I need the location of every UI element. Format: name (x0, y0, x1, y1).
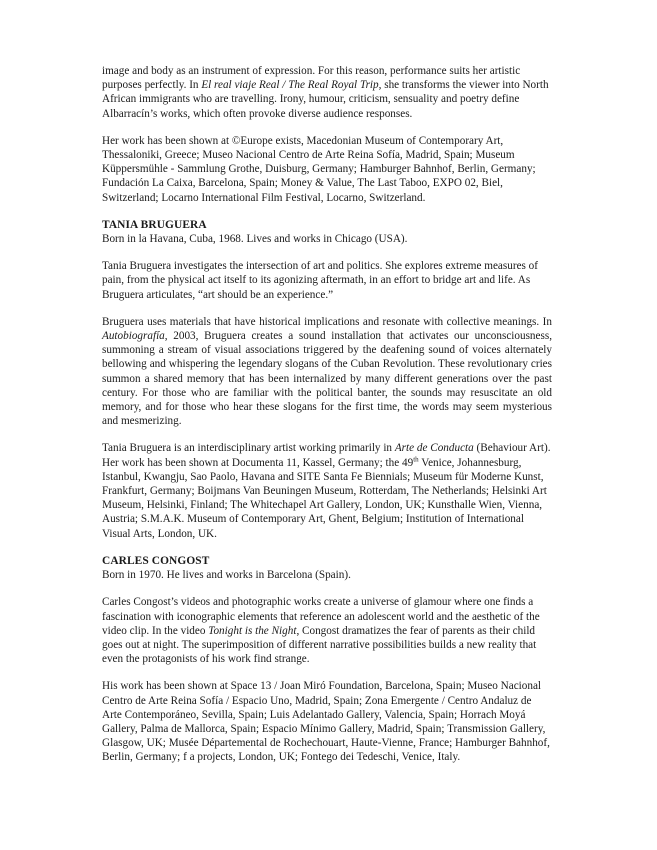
paragraph: His work has been shown at Space 13 / Joan Miró Foundation, Barcelona, Spain; Museo Nacional Centro de Arte Reina Sofía / Espacio Uno, Madrid, Spain; Zona Emergente / Centro Andaluz de Arte Contemporáneo, Sevilla, Spain; Luis Adelantado Gallery, Valencia, Spain; Horrach Moyá Gallery, Palma de Mallorca, Spain; Espacio Mínimo Gallery, Madrid, Spain; Transmission Gallery, Glasgow, UK; Musée Départemental de Rochechouart, Haute-Vienne, France; Hamburger Bahnhof, Berlin, Germany; f a projects, London, UK; Fontego dei Tedeschi, Venice, Italy. (102, 680, 550, 764)
section-heading: CARLES CONGOST (102, 554, 210, 567)
paragraph-intro-2: Her work has been shown at ©Europe exists, Macedonian Museum of Contemporary Art, Thessaloniki, Greece; Museo Nacional Centro de Arte Reina Sofía, Madrid, Spain; Museum Küppersmühle - Sammlung Grothe, Duisburg, Germany; Hamburger Bahnhof, Berlin, Germany; Fundación La Caixa, Barcelona, Spain; Money & Value, The Last Taboo, EXPO 02, Biel, Switzerland; Locarno International Film Festival, Locarno, Switzerland. (102, 134, 536, 204)
born-line: Born in la Havana, Cuba, 1968. Lives and works in Chicago (USA). (102, 233, 408, 246)
section-heading: TANIA BRUGUERA (102, 218, 207, 231)
section-tania-bruguera (102, 218, 552, 541)
paragraph-intro-1: image and body as an instrument of expression. For this reason, performance suits her artistic purposes perfectly. In El real viaje Real / The Real Royal Trip, she transforms the viewer into North African immigrants who are travelling. Irony, humour, criticism, sensuality and poetry define Albarracín’s works, which often provoke diverse audience responses. (102, 65, 549, 120)
born-line: Born in 1970. He lives and works in Barcelona (Spain). (102, 569, 351, 582)
section-carles-congost (102, 554, 552, 765)
paragraph: Bruguera uses materials that have historical implications and resonate with collective meanings. In Autobiografía, 2003, Bruguera creates a sound installation that activates our unconsciousness, summoning a stream of visual associations triggered by the deafening sound of voices alternately bellowing and whispering the legendary slogans of the Cuban Revolution. These revolutionary cries summon a shared memory that has been internalized by many different generations over the past century. For those who are familiar with the political banter, the sounds may resuscitate an old memory, and for those who hear these slogans for the first time, the words may seem mysterious and mesmerizing. (102, 315, 552, 428)
document-body (102, 64, 552, 778)
paragraph: Tania Bruguera investigates the intersection of art and politics. She explores extreme measures of pain, from the physical act itself to its agonizing aftermath, in an effort to bridge art and life. As Bruguera articulates, “art should be an experience.” (102, 260, 539, 301)
paragraph: Carles Congost’s videos and photographic works create a universe of glamour where one finds a fascination with iconographic elements that reference an adolescent world and the aesthetic of the video clip. In the video Tonight is the Night, Congost dramatizes the fear of parents as their child goes out at night. The superimposition of different narrative possibilities builds a new reality that even the protagonists of his work find strange. (102, 596, 540, 666)
paragraph: Tania Bruguera is an interdisciplinary artist working primarily in Arte de Conducta (Behaviour Art). Her work has been shown at Documenta 11, Kassel, Germany; the 49th Venice, Johannesburg, Istanbul, Kwangju, Sao Paolo, Havana and SITE Santa Fe Biennials; Museum für Moderne Kunst, Frankfurt, Germany; Boijmans Van Beuningen Museum, Rotterdam, The Netherlands; Helsinki Art Museum, Helsinki, Finland; The Whitechapel Art Gallery, London, UK; Kunsthalle Wien, Vienna, Austria; S.M.A.K. Museum of Contemporary Art, Ghent, Belgium; Institution of International Visual Arts, London, UK. (102, 442, 551, 540)
